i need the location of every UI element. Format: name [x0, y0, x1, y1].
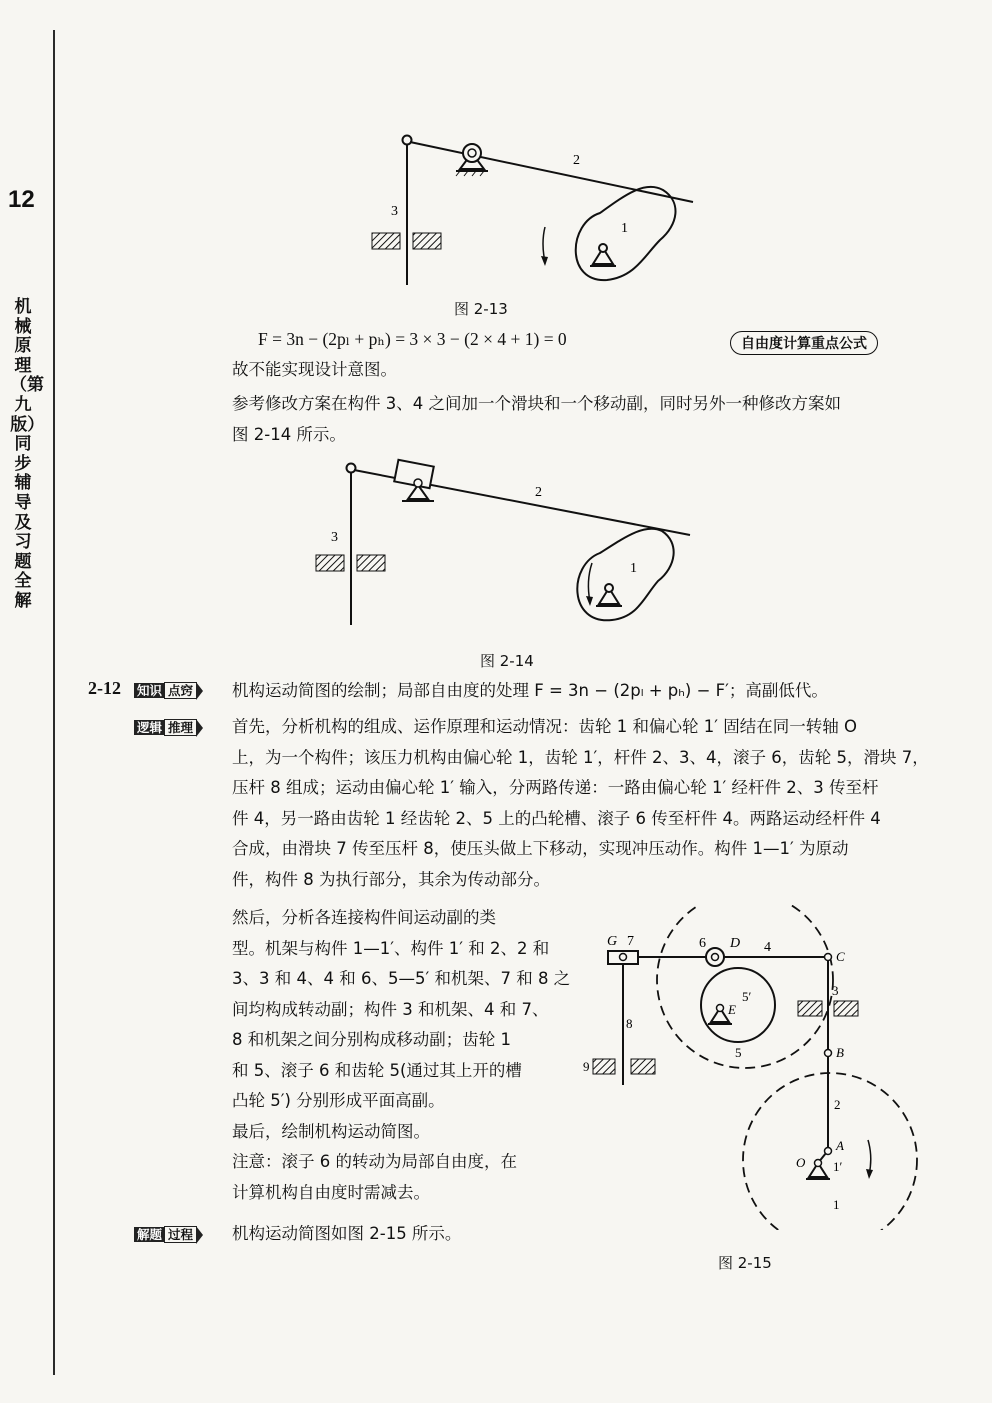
book-title: 机械原理（第九版）同步辅导及习题全解 [10, 297, 44, 611]
analysis-line: 最后，绘制机构运动简图。 [232, 1121, 430, 1141]
key-formula-note: 自由度计算重点公式 [730, 331, 878, 355]
fig215-label-9: 9 [583, 1059, 590, 1074]
logic-line: 合成，由滑块 7 传至压杆 8，使压头做上下移动，实现冲压动作。构件 1—1′ 为原动 [232, 839, 849, 858]
paragraph-modification-cont: 图 2-14 所示。 [232, 425, 346, 444]
fig215-label-1: 1 [833, 1197, 840, 1212]
fig215-label-6: 6 [699, 936, 706, 951]
fig215-label-C: C [836, 949, 845, 964]
fig215-label-1prime: 1′ [833, 1159, 843, 1174]
problem-number [88, 678, 121, 699]
solution-tag: 解题 过程 [134, 1226, 203, 1244]
fig214-label-2: 2 [535, 485, 542, 500]
fig215-label-A: A [836, 1138, 844, 1153]
fig215-label-5prime: 5′ [742, 989, 752, 1004]
fig215-label-B: B [836, 1045, 844, 1060]
knowledge-tag: 知识 点窍 [134, 682, 203, 700]
figure-2-14 [300, 455, 700, 630]
analysis-line: 然后，分析各连接构件间运动副的类 [232, 908, 496, 927]
fig214-label-1: 1 [630, 561, 637, 576]
fig215-label-G: G [607, 934, 618, 949]
pairs-analysis [232, 903, 582, 1208]
fig213-label-3: 3 [391, 204, 398, 219]
fig215-label-3: 3 [832, 983, 839, 998]
figure-2-13-caption: 图 2-13 [454, 300, 508, 318]
paragraph-conclusion: 故不能实现设计意图。 [232, 360, 397, 379]
fig215-label-7: 7 [627, 934, 634, 949]
analysis-line: 3、3 和 4、4 和 6、5—5′ 和机架、7 和 8 之 [232, 969, 571, 988]
fig215-label-E: E [728, 1002, 736, 1017]
fig213-label-1: 1 [621, 221, 628, 236]
fig213-label-2: 2 [573, 153, 580, 168]
figure-2-15-caption: 图 2-15 [718, 1254, 772, 1272]
logic-line: 件 4，另一路由齿轮 1 经齿轮 2、5 上的凸轮槽、滚子 6 传至杆件 4。两路运动经杆件 4 [232, 808, 881, 828]
analysis-line: 间均构成转动副；构件 3 和机架、4 和 7、 [232, 999, 549, 1019]
logic-paragraph [232, 712, 932, 895]
page-number: 12 [8, 186, 35, 213]
problem-number-text: 2-12 [88, 678, 121, 698]
fig215-label-O: O [796, 1155, 806, 1170]
logic-line: 件，构件 8 为执行部分，其余为传动部分。 [232, 869, 550, 889]
dof-formula: F = 3n − (2pₗ + pₕ) = 3 × 3 − (2 × 4 + 1) = 0 [258, 329, 567, 349]
analysis-line: 计算机构自由度时需减去。 [232, 1182, 430, 1202]
paragraph-modification: 参考修改方案在构件 3、4 之间加一个滑块和一个移动副，同时另外一种修改方案如 [232, 394, 841, 413]
solution-text: 机构运动简图如图 2-15 所示。 [232, 1224, 462, 1243]
logic-line: 压杆 8 组成；运动由偏心轮 1′ 输入，分两路传递：一路由偏心轮 1′ 经杆件 2、3 传至杆 [232, 778, 879, 797]
logic-line: 上，为一个构件；该压力机构由偏心轮 1，齿轮 1′，杆件 2、3、4，滚子 6，齿轮 5，滑块 7， [232, 747, 929, 767]
fig215-label-D: D [730, 936, 741, 951]
figure-2-13 [360, 125, 705, 295]
analysis-line: 型。机架与构件 1—1′、构件 1′ 和 2、2 和 [232, 938, 550, 958]
fig215-label-5: 5 [735, 1045, 742, 1060]
fig215-label-8: 8 [626, 1016, 633, 1031]
logic-line: 首先，分析机构的组成、运作原理和运动情况：齿轮 1 和偏心轮 1′ 固结在同一转轴 O [232, 717, 857, 736]
margin-rule [53, 30, 55, 1375]
fig215-label-4: 4 [764, 940, 771, 955]
knowledge-text: 机构运动简图的绘制；局部自由度的处理 F = 3n − (2pₗ + pₕ) − F′；高副低代。 [232, 681, 828, 700]
analysis-line: 8 和机架之间分别构成移动副；齿轮 1 [232, 1030, 511, 1049]
fig215-label-2: 2 [834, 1097, 841, 1112]
fig214-label-3: 3 [331, 530, 338, 545]
figure-2-15 [580, 905, 925, 1230]
analysis-line: 凸轮 5′) 分别形成平面高副。 [232, 1091, 445, 1110]
analysis-line: 和 5、滚子 6 和齿轮 5(通过其上开的槽 [232, 1060, 522, 1080]
logic-tag: 逻辑 推理 [134, 719, 203, 737]
analysis-line: 注意：滚子 6 的转动为局部自由度，在 [232, 1152, 517, 1171]
figure-2-14-caption: 图 2-14 [480, 652, 534, 670]
